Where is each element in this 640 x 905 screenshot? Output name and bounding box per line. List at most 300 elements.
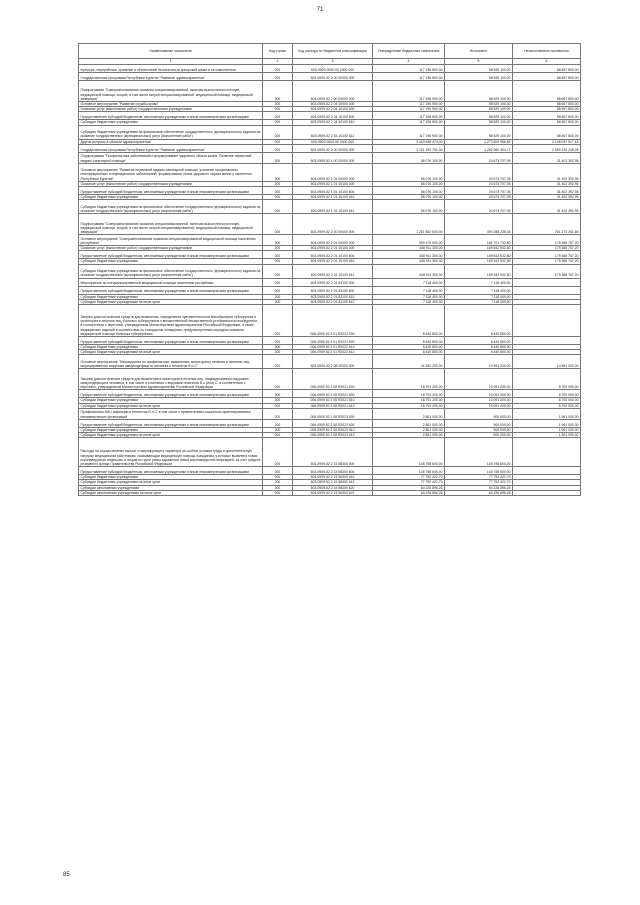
column-number: 1 bbox=[79, 59, 263, 65]
row-budget-code: 603-0909-52 2 00 00000 000 bbox=[293, 214, 373, 235]
row-budget-code: 603-0909-52 2 15 58300 612 bbox=[293, 480, 373, 485]
row-line-code: 200 bbox=[263, 337, 293, 345]
row-executed: 64 226 896,26 bbox=[445, 485, 513, 490]
row-name: Субсидии бюджетным учреждениям bbox=[79, 120, 263, 125]
row-executed: 900 000,00 bbox=[445, 433, 513, 438]
row-name: Закупка диагностических средств для выявления, определения чувствительности микобактерии туберкулеза и мониторинга лечения лиц, больных туберкулезом с множественной лекарственной устойчивостью возбудителя, в соответствии с перечнем, утвержденным Министерством здравоохранения Российской Федерации, а также медицинских изделий в соответствии со стандартом оснащения, предусмотренным порядком оказания медицинской помощи больным туберкулезом bbox=[79, 305, 263, 337]
row-approved: 117 196 900,00 bbox=[373, 125, 445, 139]
row-line-code: 200 bbox=[263, 200, 293, 214]
table-row bbox=[79, 390, 581, 398]
row-unexecuted: 1 961 000,00 bbox=[513, 427, 581, 432]
row-name: Субсидии бюджетным учреждениям на иные цели bbox=[79, 480, 263, 485]
row-approved: 359 470 000,00 bbox=[373, 235, 445, 246]
row-line-code: 200 bbox=[263, 427, 293, 432]
row-executed: 900 000,00 bbox=[445, 408, 513, 419]
table-row bbox=[79, 403, 581, 408]
table-row bbox=[79, 355, 581, 369]
row-approved: 145 758 600,00 bbox=[373, 467, 445, 475]
row-unexecuted: 179 368 767,20 bbox=[513, 259, 581, 264]
row-unexecuted: 31 402 392,95 bbox=[513, 152, 581, 163]
table-row bbox=[79, 433, 581, 438]
row-budget-code: 006-0909 52 2 01 R2022 000 bbox=[293, 305, 373, 337]
row-approved: 18 791 200,00 bbox=[373, 398, 445, 403]
row-budget-code: 006-0909 52 2 08 R2021 610 bbox=[293, 398, 373, 403]
table-row bbox=[79, 419, 581, 427]
row-unexecuted: 31 402 392,95 bbox=[513, 163, 581, 181]
row-budget-code: 603-0909-52 2 08 00000 000 bbox=[293, 355, 373, 369]
row-budget-code: 603-0909-52 2 15 58300 610 bbox=[293, 475, 373, 480]
column-number: 3 bbox=[293, 59, 373, 65]
row-approved: 117 196 900,00 bbox=[373, 112, 445, 120]
table-row bbox=[79, 112, 581, 120]
row-line-code: 200 bbox=[263, 214, 293, 235]
row-budget-code: 603-0909-52 2 01 10100 610 bbox=[293, 259, 373, 264]
row-unexecuted: 58 667 800,00 bbox=[513, 81, 581, 102]
table-row bbox=[79, 305, 581, 337]
row-executed: 10 091 200,00 bbox=[445, 369, 513, 390]
row-approved: 117 196 900,00 bbox=[373, 65, 445, 73]
row-executed: 77 752 422,70 bbox=[445, 475, 513, 480]
row-executed: 7 118 400,00 bbox=[445, 278, 513, 286]
row-approved: 18 791 200,00 bbox=[373, 369, 445, 390]
row-executed: 58 529 100,00 bbox=[445, 107, 513, 112]
table-row bbox=[79, 187, 581, 195]
table-body bbox=[79, 59, 581, 496]
row-line-code: 200 bbox=[263, 403, 293, 408]
row-line-code: 200 bbox=[263, 433, 293, 438]
row-line-code: 200 bbox=[263, 390, 293, 398]
row-unexecuted bbox=[513, 467, 581, 475]
row-approved: 64 226 896,26 bbox=[373, 490, 445, 495]
row-approved: 1 251 562 500,00 bbox=[373, 214, 445, 235]
row-name: Субсидии бюджетным учреждениям на иные цели bbox=[79, 350, 263, 355]
row-approved: 56 076 100,00 bbox=[373, 152, 445, 163]
row-unexecuted: 58 667 800,00 bbox=[513, 112, 581, 120]
row-budget-code: 603-0909-52 2 01 83100 000 bbox=[293, 278, 373, 286]
row-line-code: 200 bbox=[263, 398, 293, 403]
row-name: Предоставление субсидий бюджетным, автономным учреждениям и иным некоммерческим организациям bbox=[79, 112, 263, 120]
row-budget-code: 603-0909-52 2 15 58300 620 bbox=[293, 485, 373, 490]
row-executed: 7 118 400,00 bbox=[445, 294, 513, 299]
table-row bbox=[79, 214, 581, 235]
row-name: Субсидии бюджетным учреждениям на финансовое обеспечение государственного (муниципального) задания на оказание государственных (муниципальных) услуг (выполнение работ) bbox=[79, 125, 263, 139]
column-number: 5 bbox=[445, 59, 513, 65]
row-line-code: 200 bbox=[263, 438, 293, 467]
table-row bbox=[79, 181, 581, 186]
row-unexecuted: 1 961 000,00 bbox=[513, 433, 581, 438]
row-line-code: 200 bbox=[263, 144, 293, 152]
row-unexecuted bbox=[513, 278, 581, 286]
row-unexecuted: 31 402 392,95 bbox=[513, 187, 581, 195]
row-line-code: 200 bbox=[263, 120, 293, 125]
header-approved: Утвержденные бюджетные назначения bbox=[373, 44, 445, 59]
row-approved: 56 076 100,00 bbox=[373, 200, 445, 214]
row-budget-code: 006-0909 52 2 01 R2022 612 bbox=[293, 350, 373, 355]
row-approved: 117 196 900,00 bbox=[373, 120, 445, 125]
row-line-code: 200 bbox=[263, 264, 293, 278]
row-executed: 77 752 422,70 bbox=[445, 480, 513, 485]
table-row bbox=[79, 246, 581, 251]
row-budget-code: 603-0909-52 2 01 83100 600 bbox=[293, 286, 373, 294]
row-line-code: 200 bbox=[263, 419, 293, 427]
row-line-code: 200 bbox=[263, 112, 293, 120]
row-name: Культура, переработка, хранение и обеспечение безопасности донорской крови и ее компонентов bbox=[79, 65, 263, 73]
row-line-code: 200 bbox=[263, 286, 293, 294]
row-unexecuted bbox=[513, 438, 581, 467]
row-budget-code: 603-0909-52 2 01 10100 600 bbox=[293, 251, 373, 259]
row-budget-code: 603-0909-52 2 00 00000 000 bbox=[293, 81, 373, 102]
row-budget-code: 603-0909-52 1 01 10100 611 bbox=[293, 200, 373, 214]
table-row bbox=[79, 467, 581, 475]
table-row bbox=[79, 107, 581, 112]
table-row bbox=[79, 125, 581, 139]
row-name: Оказание услуг (выполнение работ) государственными учреждениями bbox=[79, 181, 263, 186]
table-row bbox=[79, 81, 581, 102]
row-unexecuted: 179 368 767,20 bbox=[513, 246, 581, 251]
row-executed: 8 440 800,00 bbox=[445, 350, 513, 355]
row-executed: 169 542 532,80 bbox=[445, 246, 513, 251]
row-approved: 348 911 300,00 bbox=[373, 259, 445, 264]
row-name: Расходы на осуществление выплат стимулирующего характера за особые условия труда и дополнительную нагрузку медицинским работникам, оказывающим медицинскую помощь гражданам, у которых выявлена новая коронавирусная инфекция, и лицам из групп риска заражения новой коронавирусной инфекцией, за счет средств резервного фонда Правительства Российской Федерации bbox=[79, 438, 263, 467]
row-line-code: 200 bbox=[263, 355, 293, 369]
row-name: Субсидии бюджетным учреждениям bbox=[79, 398, 263, 403]
row-unexecuted: 1 961 000,00 bbox=[513, 419, 581, 427]
column-number: 6 bbox=[513, 59, 581, 65]
row-executed: 8 440 800,00 bbox=[445, 305, 513, 337]
row-line-code: 200 bbox=[263, 369, 293, 390]
row-name: Закупка диагностических средств для выявления и мониторинга лечения лиц, инфицированных вирусами иммунодефицита человека, в том числе в сочетании с вирусами гепатитов В и (или) С, в соответствии с перечнем, утвержденным Министерством здравоохранения Российской Федерации bbox=[79, 369, 263, 390]
row-approved: 7 118 400,00 bbox=[373, 278, 445, 286]
row-name: Основное мероприятие "Развитие службы крови" bbox=[79, 102, 263, 107]
row-budget-code: 006-0909 52 2 01 R2022 600 bbox=[293, 337, 373, 345]
row-unexecuted: 31 402 392,95 bbox=[513, 200, 581, 214]
table-row bbox=[79, 490, 581, 495]
row-line-code: 200 bbox=[263, 345, 293, 350]
table-row bbox=[79, 438, 581, 467]
header-indicator-name: Наименование показателя bbox=[79, 44, 263, 59]
row-line-code: 200 bbox=[263, 467, 293, 475]
table-row bbox=[79, 408, 581, 419]
row-name: Оказание услуг (выполнение работ) государственными учреждениями bbox=[79, 246, 263, 251]
row-executed: 58 529 100,00 bbox=[445, 65, 513, 73]
row-executed: 24 673 707,05 bbox=[445, 187, 513, 195]
row-name: Субсидии автономным учреждениям bbox=[79, 485, 263, 490]
row-approved: 8 440 800,00 bbox=[373, 337, 445, 345]
row-unexecuted bbox=[513, 490, 581, 495]
row-unexecuted bbox=[513, 286, 581, 294]
row-executed: 1 272 600 956,82 bbox=[445, 139, 513, 144]
row-executed: 24 673 707,05 bbox=[445, 195, 513, 200]
row-budget-code: 603-0909-52 2 01 83100 610 bbox=[293, 294, 373, 299]
row-budget-code: 603-0909-52 2 15 58300 000 bbox=[293, 438, 373, 467]
row-line-code: 200 bbox=[263, 278, 293, 286]
row-budget-code: 006-0909 52 2 08 R2023 000 bbox=[293, 408, 373, 419]
table-row bbox=[79, 350, 581, 355]
row-executed: 8 440 800,00 bbox=[445, 337, 513, 345]
row-line-code: 200 bbox=[263, 102, 293, 107]
table-row bbox=[79, 251, 581, 259]
row-name: Субсидии бюджетным учреждениям на финансовое обеспечение государственного (муниципального) задания на оказание государственных (муниципальных) услуг (выполнение работ) bbox=[79, 264, 263, 278]
row-approved: 77 752 422,70 bbox=[373, 480, 445, 485]
row-approved: 348 911 300,00 bbox=[373, 251, 445, 259]
row-executed: 490 288 238,35 bbox=[445, 214, 513, 235]
budget-execution-table bbox=[78, 43, 581, 496]
column-number: 2 bbox=[263, 59, 293, 65]
row-approved: 8 440 800,00 bbox=[373, 305, 445, 337]
row-line-code: 200 bbox=[263, 490, 293, 495]
row-unexecuted: 2 148 037 517,18 bbox=[513, 139, 581, 144]
row-budget-code: 603-0909-52 2 01 00000 000 bbox=[293, 235, 373, 246]
row-approved: 2 861 000,00 bbox=[373, 419, 445, 427]
row-approved: 3 420 638 474,00 bbox=[373, 139, 445, 144]
row-executed: 24 673 707,05 bbox=[445, 152, 513, 163]
row-name: Субсидии бюджетным учреждениям bbox=[79, 259, 263, 264]
row-line-code: 200 bbox=[263, 259, 293, 264]
row-unexecuted: 58 667 800,00 bbox=[513, 73, 581, 81]
row-budget-code: 603-0909-0000-00 0000 000 bbox=[293, 65, 373, 73]
row-name: Предоставление субсидий бюджетным, автономным учреждениям и иным некоммерческим организациям bbox=[79, 251, 263, 259]
row-name: Предоставление субсидий бюджетным, автономным учреждениям и иным некоммерческим организациям bbox=[79, 419, 263, 427]
row-executed: 7 118 400,00 bbox=[445, 286, 513, 294]
row-unexecuted: 8 700 000,00 bbox=[513, 398, 581, 403]
row-approved: 8 440 800,00 bbox=[373, 345, 445, 350]
row-line-code: 200 bbox=[263, 181, 293, 186]
row-name: Субсидии бюджетным учреждениям на финансовое обеспечение государственного (муниципального) задания на оказание государственных (муниципальных) услуг (выполнение работ) bbox=[79, 200, 263, 214]
row-budget-code: 006-0909 52 2 08 R2021 612 bbox=[293, 403, 373, 408]
row-unexecuted: 2 059 232 246,28 bbox=[513, 144, 581, 152]
row-budget-code: 603-0909-52 2 01 83100 612 bbox=[293, 299, 373, 304]
row-approved: 348 911 300,00 bbox=[373, 246, 445, 251]
row-budget-code: 006-0909 52 2 08 R2023 612 bbox=[293, 433, 373, 438]
row-approved: 117 196 900,00 bbox=[373, 81, 445, 102]
row-unexecuted: 31 402 392,95 bbox=[513, 195, 581, 200]
row-unexecuted: 10 661 000,00 bbox=[513, 355, 581, 369]
row-unexecuted bbox=[513, 337, 581, 345]
row-executed: 58 529 100,00 bbox=[445, 73, 513, 81]
table-row bbox=[79, 144, 581, 152]
header-budget-classification: Код расхода по бюджетной классификации bbox=[293, 44, 373, 59]
row-line-code: 200 bbox=[263, 139, 293, 144]
table-row bbox=[79, 73, 581, 81]
row-approved: 7 118 400,00 bbox=[373, 299, 445, 304]
row-line-code: 200 bbox=[263, 350, 293, 355]
row-approved: 145 758 600,00 bbox=[373, 438, 445, 467]
row-executed: 10 091 200,00 bbox=[445, 390, 513, 398]
row-line-code: 200 bbox=[263, 475, 293, 480]
row-approved: 18 791 200,00 bbox=[373, 403, 445, 408]
row-executed: 58 529 100,00 bbox=[445, 120, 513, 125]
row-approved: 56 076 100,00 bbox=[373, 195, 445, 200]
row-budget-code: 603-0909-52 1 01 10100 000 bbox=[293, 181, 373, 186]
row-executed: 24 673 707,05 bbox=[445, 163, 513, 181]
row-line-code: 200 bbox=[263, 81, 293, 102]
row-unexecuted: 58 667 800,00 bbox=[513, 107, 581, 112]
row-line-code: 200 bbox=[263, 235, 293, 246]
row-budget-code: 603-0909-52 1 00 00000 000 bbox=[293, 152, 373, 163]
row-unexecuted: 8 700 000,00 bbox=[513, 390, 581, 398]
row-approved: 64 226 896,26 bbox=[373, 485, 445, 490]
row-budget-code: 603-0909-52 0 00 00000 000 bbox=[293, 73, 373, 81]
column-number: 4 bbox=[373, 59, 445, 65]
row-name: Другие вопросы в области здравоохранения bbox=[79, 139, 263, 144]
row-budget-code: 006-0909 52 2 08 R2021 000 bbox=[293, 369, 373, 390]
row-line-code: 200 bbox=[263, 65, 293, 73]
row-name: Подпрограмма "Совершенствование оказания специализированной, включая высокотехнологичную, медицинской помощи, скорой, в том числе скорой специализированной, медицинской помощи, медицинской эвакуации" bbox=[79, 214, 263, 235]
table-header-row bbox=[79, 44, 581, 59]
row-approved: 56 076 100,00 bbox=[373, 163, 445, 181]
table-row bbox=[79, 480, 581, 485]
table-row bbox=[79, 152, 581, 163]
row-approved: 2 861 000,00 bbox=[373, 427, 445, 432]
row-approved: 56 076 100,00 bbox=[373, 187, 445, 195]
row-name: Мероприятия по специализированной медицинской помощи населению республики bbox=[79, 278, 263, 286]
row-unexecuted: 8 700 000,00 bbox=[513, 369, 581, 390]
row-line-code: 200 bbox=[263, 251, 293, 259]
row-name: Предоставление субсидий бюджетным, автономным учреждениям и иным некоммерческим организациям bbox=[79, 467, 263, 475]
row-approved: 8 440 800,00 bbox=[373, 350, 445, 355]
row-budget-code: 603-0909-52 2 01 10100 000 bbox=[293, 246, 373, 251]
footer-page-number: 85 bbox=[63, 872, 70, 878]
row-unexecuted: 1 961 000,00 bbox=[513, 408, 581, 419]
row-executed: 145 758 600,00 bbox=[445, 438, 513, 467]
row-budget-code: 006-0909 52 2 01 R2022 610 bbox=[293, 345, 373, 350]
row-budget-code: 006-0909 52 2 08 R2023 600 bbox=[293, 419, 373, 427]
row-name: Предоставление субсидий бюджетным, автономным учреждениям и иным некоммерческим организациям bbox=[79, 337, 263, 345]
table-row bbox=[79, 337, 581, 345]
page-number: 71 bbox=[316, 7, 324, 13]
row-budget-code: 603-0909-52 2 01 10100 611 bbox=[293, 264, 373, 278]
row-executed: 24 673 707,05 bbox=[445, 181, 513, 186]
row-budget-code: 603-0909-52 2 15 58300 622 bbox=[293, 490, 373, 495]
row-line-code: 200 bbox=[263, 246, 293, 251]
row-unexecuted: 58 667 800,00 bbox=[513, 102, 581, 107]
header-line-code: Код строки bbox=[263, 44, 293, 59]
row-budget-code: 603-0909-52 2 04 10100 000 bbox=[293, 107, 373, 112]
row-line-code: 200 bbox=[263, 408, 293, 419]
row-approved: 2 861 000,00 bbox=[373, 433, 445, 438]
row-executed: 8 440 800,00 bbox=[445, 345, 513, 350]
row-line-code: 200 bbox=[263, 195, 293, 200]
row-budget-code: 006-0909 52 2 08 R2021 600 bbox=[293, 390, 373, 398]
table-row bbox=[79, 102, 581, 107]
row-approved: 18 791 200,00 bbox=[373, 390, 445, 398]
row-executed: 7 118 400,00 bbox=[445, 299, 513, 304]
row-approved: 117 196 900,00 bbox=[373, 102, 445, 107]
row-name: Предоставление субсидий бюджетным, автономным учреждениям и иным некоммерческим организациям bbox=[79, 286, 263, 294]
row-approved: 117 196 900,00 bbox=[373, 73, 445, 81]
row-executed: 10 091 200,00 bbox=[445, 403, 513, 408]
table-row bbox=[79, 286, 581, 294]
row-budget-code: 603-0909-52 2 04 10100 610 bbox=[293, 120, 373, 125]
row-name: Государственная программа Республики Бурятия "Развитие здравоохранения" bbox=[79, 73, 263, 81]
row-budget-code: 603-0909-52 2 15 58300 600 bbox=[293, 467, 373, 475]
row-executed: 1 262 060 454,72 bbox=[445, 144, 513, 152]
row-name: Субсидии автономным учреждениям на иные цели bbox=[79, 490, 263, 495]
table-row bbox=[79, 264, 581, 278]
table-row bbox=[79, 235, 581, 246]
row-name: Субсидии бюджетным учреждениям bbox=[79, 427, 263, 432]
row-executed: 169 542 532,80 bbox=[445, 259, 513, 264]
row-line-code: 200 bbox=[263, 294, 293, 299]
table-row bbox=[79, 299, 581, 304]
row-line-code: 200 bbox=[263, 485, 293, 490]
row-line-code: 200 bbox=[263, 163, 293, 181]
row-unexecuted: 179 368 767,20 bbox=[513, 264, 581, 278]
row-name: Предоставление субсидий бюджетным, автономным учреждениям и иным некоммерческим организациям bbox=[79, 390, 263, 398]
row-unexecuted: 8 700 000,00 bbox=[513, 403, 581, 408]
row-name: Государственная программа Республики Бурятия "Развитие здравоохранения" bbox=[79, 144, 263, 152]
row-budget-code: 603-0909-52 2 04 10100 600 bbox=[293, 112, 373, 120]
row-line-code: 200 bbox=[263, 299, 293, 304]
row-executed: 181 701 732,80 bbox=[445, 235, 513, 246]
row-approved: 7 118 400,00 bbox=[373, 294, 445, 299]
row-name: Оказание услуг (выполнение работ) государственными учреждениями bbox=[79, 107, 263, 112]
row-name: Субсидии бюджетным учреждениям bbox=[79, 195, 263, 200]
row-name: Основное мероприятие "Совершенствование оказания специализированной медицинской помощи населению республики" bbox=[79, 235, 263, 246]
table-row bbox=[79, 65, 581, 73]
row-budget-code: 603-0909-52 2 04 10100 611 bbox=[293, 125, 373, 139]
row-name: Профилактика ВИЧ-инфекции и гепатитов В и С, в том числе с привлечением социально ориентированных некоммерческих организаций bbox=[79, 408, 263, 419]
row-name: Предоставление субсидий бюджетным, автономным учреждениям и иным некоммерческим организациям bbox=[79, 187, 263, 195]
row-approved: 348 911 300,00 bbox=[373, 264, 445, 278]
row-line-code: 200 bbox=[263, 187, 293, 195]
row-unexecuted: 58 667 800,00 bbox=[513, 120, 581, 125]
row-budget-code: 603-0909-0000-00 0000 000 bbox=[293, 139, 373, 144]
row-executed: 64 226 896,26 bbox=[445, 490, 513, 495]
row-approved: 117 196 900,00 bbox=[373, 107, 445, 112]
row-approved: 56 076 100,00 bbox=[373, 181, 445, 186]
header-unexecuted: Неисполненные назначения bbox=[513, 44, 581, 59]
row-budget-code: 006-0909 52 2 08 R2023 610 bbox=[293, 427, 373, 432]
row-unexecuted bbox=[513, 305, 581, 337]
row-name: Субсидии бюджетным учреждениям bbox=[79, 345, 263, 350]
table-row bbox=[79, 163, 581, 181]
row-executed: 169 542 532,80 bbox=[445, 251, 513, 259]
row-name: Подпрограмма "Профилактика заболеваний и формирование здорового образа жизни. Развитие первичной медико-санитарной помощи" bbox=[79, 152, 263, 163]
row-name: Субсидии бюджетным учреждениям bbox=[79, 475, 263, 480]
row-executed: 169 542 532,80 bbox=[445, 264, 513, 278]
row-name: Субсидии бюджетным учреждениям на иные цели bbox=[79, 403, 263, 408]
row-budget-code: 603-0909-52 1 01 00000 000 bbox=[293, 163, 373, 181]
row-budget-code: 603-0909-52 1 01 10100 610 bbox=[293, 195, 373, 200]
row-budget-code: 603-0909-52 0 00 00000 000 bbox=[293, 144, 373, 152]
row-unexecuted: 58 667 800,00 bbox=[513, 65, 581, 73]
row-line-code: 200 bbox=[263, 305, 293, 337]
row-approved: 7 118 400,00 bbox=[373, 286, 445, 294]
row-line-code: 200 bbox=[263, 480, 293, 485]
header-executed: Исполнено bbox=[445, 44, 513, 59]
row-budget-code: 603-0909-52 1 01 10100 600 bbox=[293, 187, 373, 195]
row-name: Основное мероприятие "Мероприятия по профилактике, выявлению, мониторингу лечения и лечению лиц, инфицированных вирусами иммунодефицита человека и гепатитов В и С" bbox=[79, 355, 263, 369]
row-executed: 10 091 200,00 bbox=[445, 398, 513, 403]
row-executed: 58 529 100,00 bbox=[445, 102, 513, 107]
row-executed: 58 529 100,00 bbox=[445, 125, 513, 139]
row-approved: 21 652 200,00 bbox=[373, 355, 445, 369]
row-executed: 145 758 600,00 bbox=[445, 467, 513, 475]
row-executed: 58 529 100,00 bbox=[445, 112, 513, 120]
row-executed: 10 991 200,00 bbox=[445, 355, 513, 369]
row-executed: 24 673 707,05 bbox=[445, 200, 513, 214]
table-row bbox=[79, 200, 581, 214]
row-approved: 2 861 000,00 bbox=[373, 408, 445, 419]
row-budget-code: 603-0909-52 2 04 00000 000 bbox=[293, 102, 373, 107]
row-unexecuted: 179 368 767,20 bbox=[513, 251, 581, 259]
row-name: Субсидии бюджетным учреждениям на иные цели bbox=[79, 299, 263, 304]
row-approved: 77 752 422,70 bbox=[373, 475, 445, 480]
row-name: Субсидии бюджетным учреждениям на иные цели bbox=[79, 433, 263, 438]
row-name: Субсидии бюджетным учреждениям bbox=[79, 294, 263, 299]
row-line-code: 200 bbox=[263, 107, 293, 112]
